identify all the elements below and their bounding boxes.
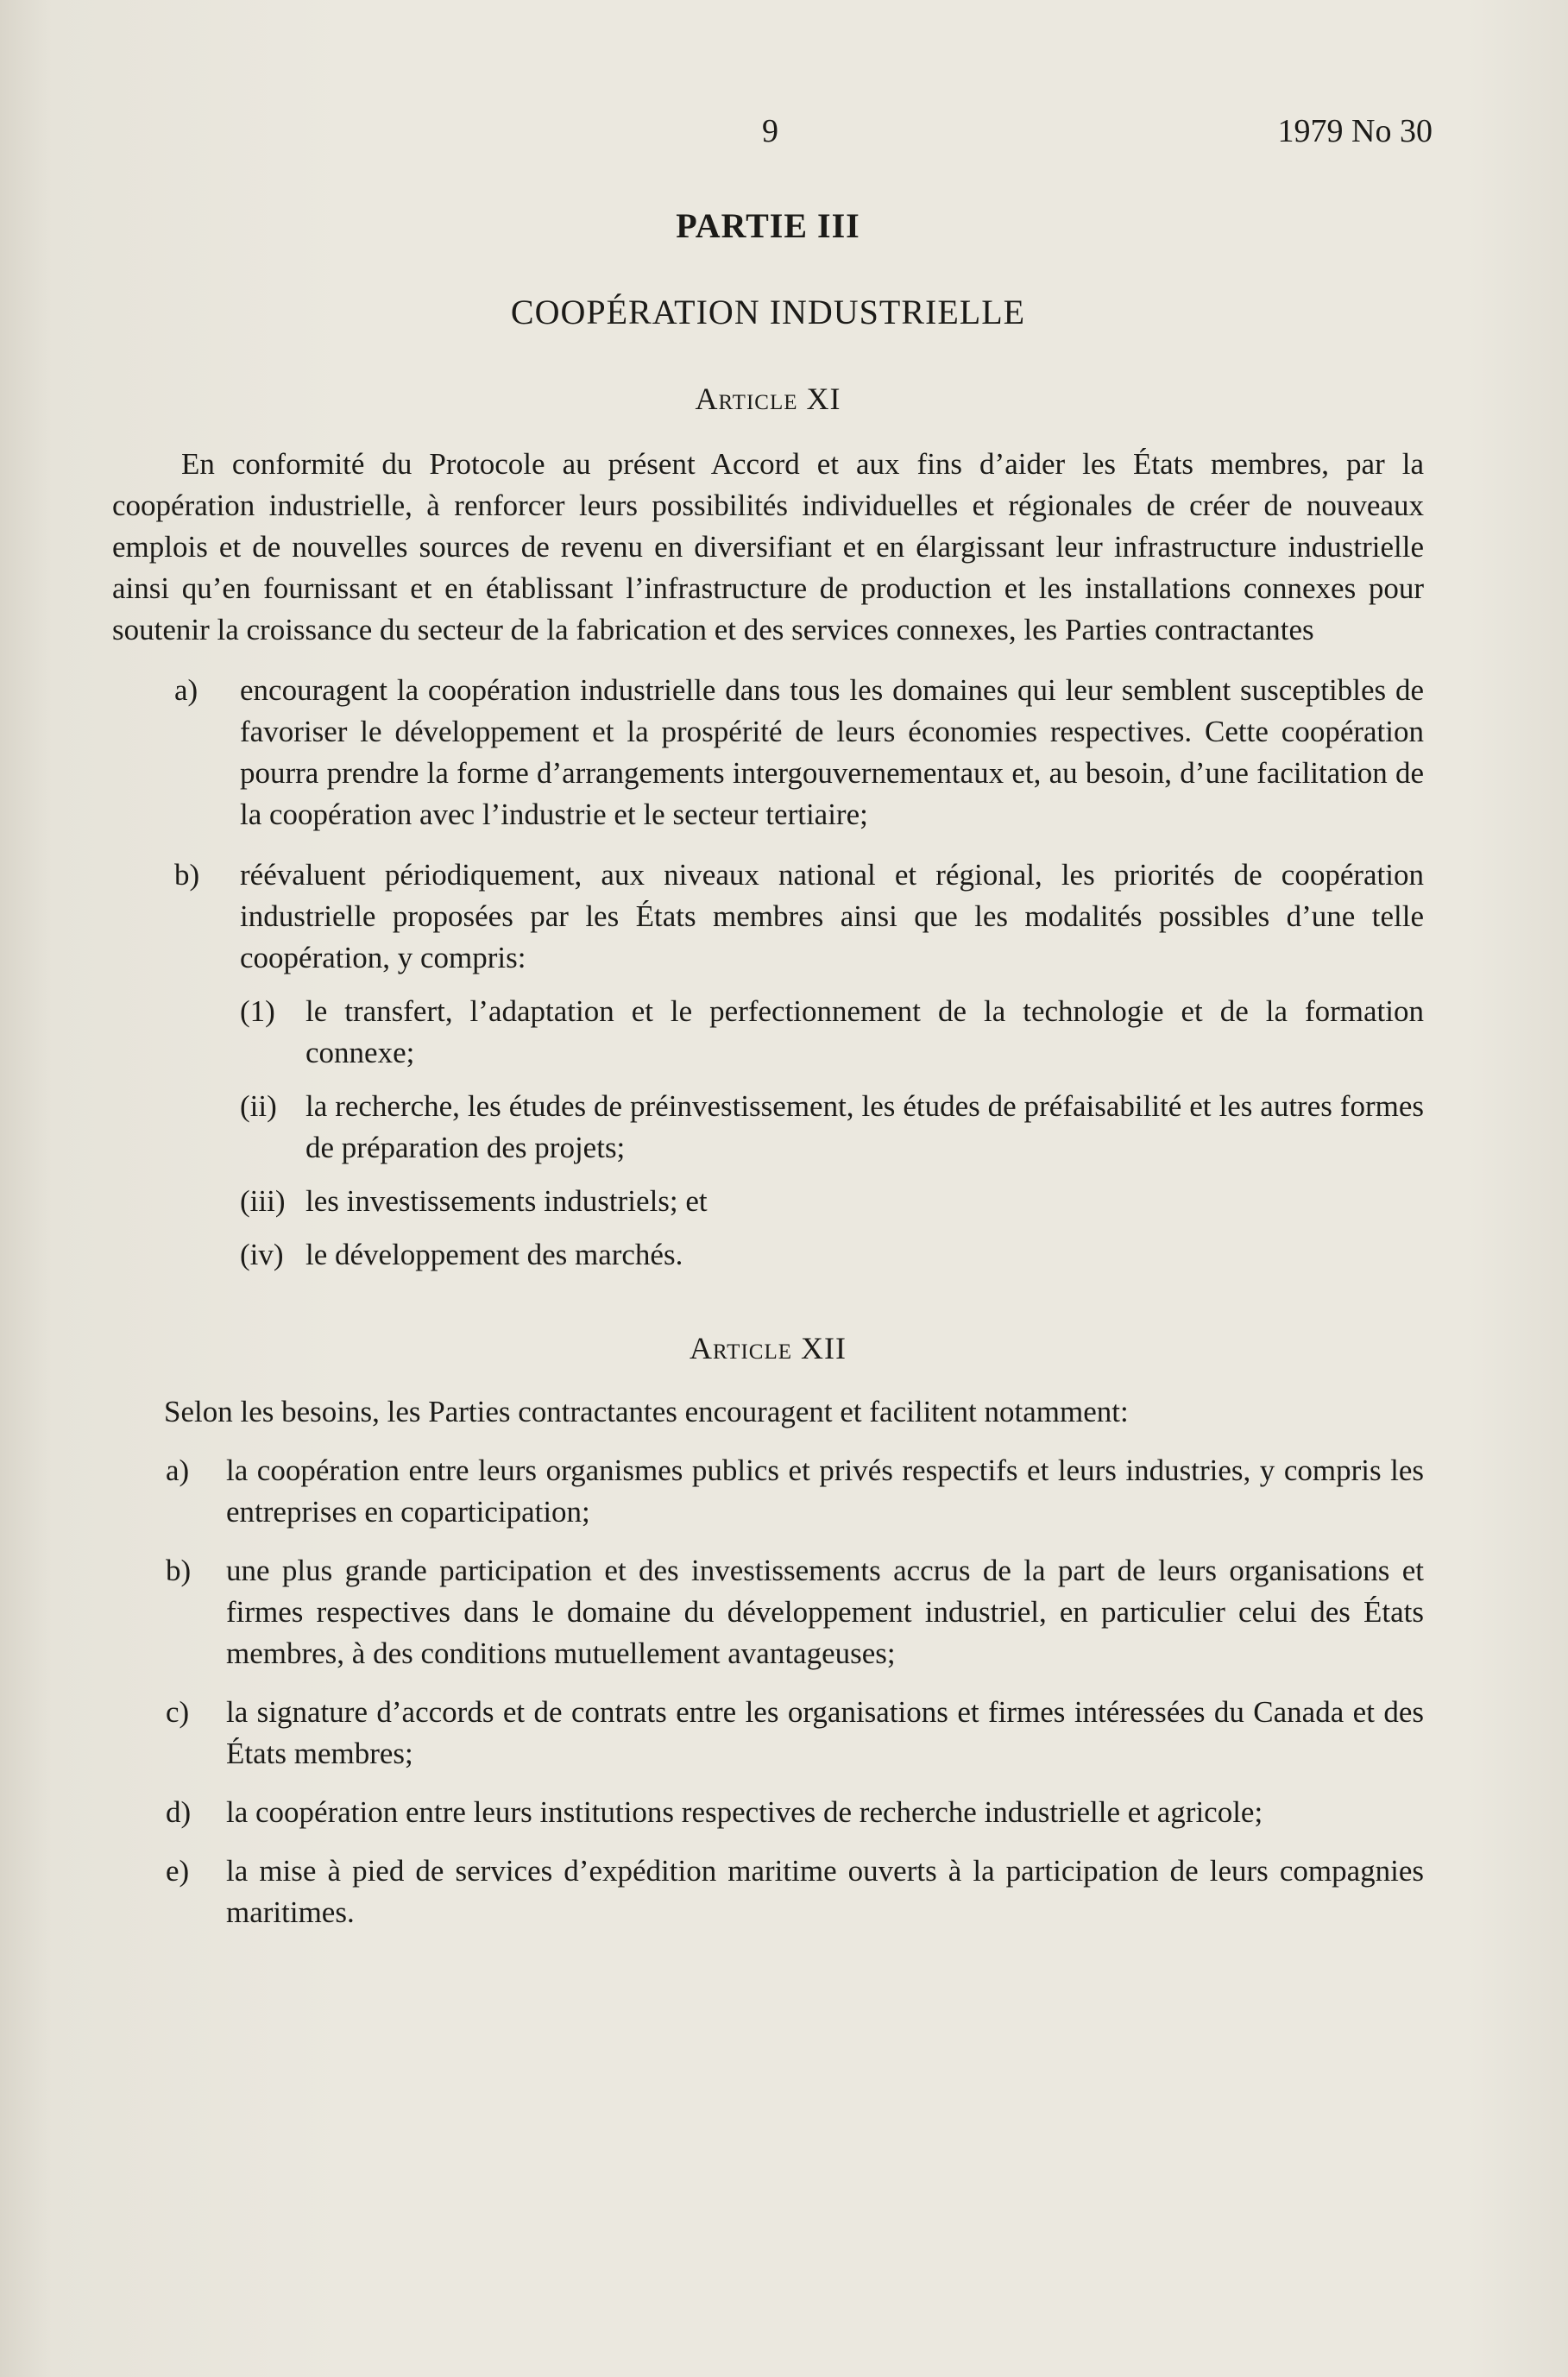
page-number: 9 xyxy=(762,113,778,149)
subitem-text: les investissements industriels; et xyxy=(305,1184,708,1218)
item-label: b) xyxy=(174,858,200,892)
article-12-item-e xyxy=(112,1851,1424,1933)
subitem-text: le développement des marchés. xyxy=(305,1238,683,1271)
article-11-subitem-2 xyxy=(112,1086,1424,1169)
part-subtitle: COOPÉRATION INDUSTRIELLE xyxy=(510,293,1026,331)
article-11-heading xyxy=(112,378,1424,419)
item-label: b) xyxy=(166,1554,192,1587)
article-12-word: Article xyxy=(690,1331,792,1365)
article-12-item-c xyxy=(112,1692,1424,1775)
subitem-text: la recherche, les études de préinvestissement, les études de préfaisabilité et les autres formes de préparation des projets; xyxy=(305,1089,1424,1164)
page-header xyxy=(112,102,1433,162)
item-label: a) xyxy=(166,1453,190,1487)
item-label: c) xyxy=(166,1695,190,1729)
subitem-label: (1) xyxy=(240,994,275,1028)
article-12-item-d xyxy=(112,1792,1424,1833)
article-11-number: XI xyxy=(806,381,841,416)
article-11-item-a xyxy=(112,670,1424,835)
year-number: 1979 No 30 xyxy=(1277,113,1433,149)
item-label: a) xyxy=(174,673,198,707)
article-11-word: Article xyxy=(695,381,798,416)
item-text: la signature d’accords et de contrats entre les organisations et firmes intéressées du Canada et des États membres; xyxy=(226,1695,1424,1770)
article-12-item-a xyxy=(112,1450,1424,1533)
article-11-subitem-1 xyxy=(112,991,1424,1074)
item-text: réévaluent périodiquement, aux niveaux national et régional, les priorités de coopération industrielle proposées par les États membres ainsi que les modalités possibles d’une telle coopération, y compris: xyxy=(240,858,1424,974)
item-text: la coopération entre leurs institutions respectives de recherche industrielle et agricole; xyxy=(226,1795,1263,1829)
article-11-subitem-4 xyxy=(112,1234,1424,1276)
item-text: encouragent la coopération industrielle dans tous les domaines qui leur semblent susceptibles de favoriser le développement et la prospérité de leurs économies respectives. Cette coopération pourra prendre la forme d’arrangements intergouvernementaux et, au besoin, d’une facilitation de la coopération avec l’industrie et le secteur tertiaire; xyxy=(240,673,1424,831)
article-12-number: XII xyxy=(801,1331,847,1365)
item-text: une plus grande participation et des investissements accrus de la part de leurs organisations et firmes respectives dans le domaine du développement industriel, en particulier celui des États membres, à des conditions mutuellement avantageuses; xyxy=(226,1554,1424,1670)
item-label: d) xyxy=(166,1795,192,1829)
article-11-intro: En conformité du Protocole au présent Accord et aux fins d’aider les États membres, par la coopération industrielle, à renforcer leurs possibilités individuelles et régionales de créer de nouveaux emplois et de nouvelles sources de revenu en diversifiant et en élargissant leur infrastructure industrielle ainsi qu’en fournissant et en établissant l’infrastructure de production et les installations connexes pour soutenir la croissance du secteur de la fabrication et des services connexes, les Parties contractantes xyxy=(112,447,1424,646)
subitem-label: (ii) xyxy=(240,1089,277,1123)
subitem-label: (iii) xyxy=(240,1184,286,1218)
item-label: e) xyxy=(166,1854,190,1888)
article-12-heading xyxy=(112,1327,1424,1369)
item-text: la coopération entre leurs organismes publics et privés respectifs et leurs industries, y compris les entreprises en coparticipation; xyxy=(226,1453,1424,1529)
item-text: la mise à pied de services d’expédition maritime ouverts à la participation de leurs compagnies maritimes. xyxy=(226,1854,1424,1929)
subitem-text: le transfert, l’adaptation et le perfectionnement de la technologie et de la formation connexe; xyxy=(305,994,1424,1069)
article-12-intro: Selon les besoins, les Parties contractantes encouragent et facilitent notamment: xyxy=(164,1395,1129,1428)
article-11-item-b xyxy=(112,854,1424,979)
article-11-subitem-3 xyxy=(112,1181,1424,1222)
article-12-item-b xyxy=(112,1550,1424,1674)
subitem-label: (iv) xyxy=(240,1238,284,1271)
page-content xyxy=(112,102,1433,1933)
part-title: PARTIE III xyxy=(676,206,860,245)
